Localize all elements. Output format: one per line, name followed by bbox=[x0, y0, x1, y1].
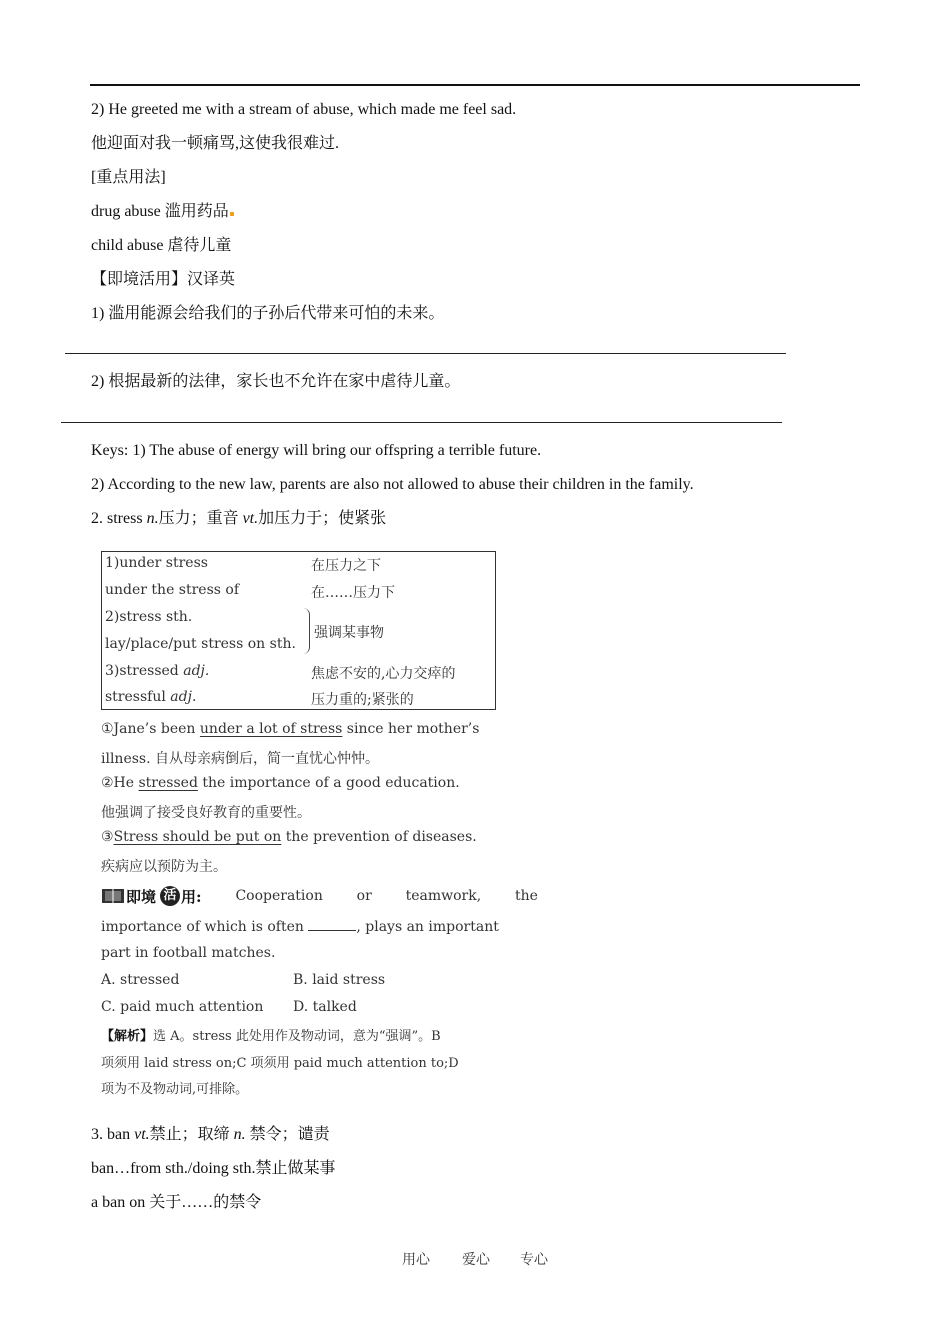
answer-key-1: Keys: 1) The abuse of energy will bring our offspring a terrible future. bbox=[91, 442, 542, 459]
ban-heading bbox=[91, 1125, 330, 1145]
footer-word-2: 爱心 bbox=[462, 1252, 490, 1268]
badge-circle: 活 bbox=[160, 886, 180, 906]
stress-meaning-noun: 压力；重音 bbox=[158, 510, 243, 527]
badge-label-c: 用: bbox=[181, 888, 202, 906]
analysis-line-2: 项须用 laid stress on;C 项须用 paid much attention to;D bbox=[101, 1056, 459, 1071]
stress-meaning-verb: 加压力于；使紧张 bbox=[258, 510, 387, 527]
option-c: C. paid much attention bbox=[101, 999, 264, 1015]
table-en-4: lay/place/put stress on sth. bbox=[105, 636, 296, 652]
table-en-5-pos: adj. bbox=[183, 663, 210, 679]
ban-meaning-verb: 禁止；取缔 bbox=[149, 1126, 234, 1143]
ban-usage-2: a ban on 关于……的禁令 bbox=[91, 1194, 262, 1211]
ban-meaning-noun: 禁令；谴责 bbox=[245, 1126, 330, 1143]
example-3-line-1 bbox=[101, 829, 477, 845]
ban-pos-verb: vt. bbox=[134, 1126, 150, 1143]
example-3-translation: 疾病应以预防为主。 bbox=[101, 859, 227, 875]
practice-line-2-post: , plays an important bbox=[356, 919, 499, 935]
usage-drug-abuse bbox=[91, 202, 234, 222]
example-2-underline: stressed bbox=[138, 775, 198, 791]
table-zh-2: 在……压力下 bbox=[311, 585, 395, 601]
answer-line-2 bbox=[61, 422, 782, 423]
table-en-2: under the stress of bbox=[105, 582, 240, 598]
practice-line-1 bbox=[101, 885, 538, 907]
ban-usage-1: ban…from sth./doing sth.禁止做某事 bbox=[91, 1160, 336, 1177]
table-zh-1: 在压力之下 bbox=[311, 558, 381, 574]
answer-blank[interactable] bbox=[308, 918, 356, 931]
ban-heading-pre: 3. ban bbox=[91, 1126, 135, 1143]
brace-mark bbox=[303, 608, 310, 654]
example-sentence-zh: 他迎面对我一顿痛骂,这使我很难过. bbox=[91, 135, 340, 152]
table-zh-3-4: 强调某事物 bbox=[314, 625, 384, 641]
table-en-5 bbox=[105, 663, 209, 679]
example-3-post: the prevention of diseases. bbox=[281, 829, 477, 845]
footer-word-3: 专心 bbox=[520, 1252, 548, 1268]
example-1-line-1 bbox=[101, 721, 479, 737]
practice-line-2-pre: importance of which is often bbox=[101, 919, 309, 935]
table-en-6 bbox=[105, 689, 196, 705]
example-1-post: since her mother’s bbox=[342, 721, 480, 737]
dot-marker bbox=[230, 212, 234, 216]
stress-pos-verb: vt. bbox=[242, 510, 259, 527]
analysis-line-3: 项为不及物动词,可排除。 bbox=[101, 1082, 249, 1097]
option-a: A. stressed bbox=[101, 972, 180, 988]
stress-heading-num: 2. stress bbox=[91, 510, 147, 527]
analysis-tag: 【解析】 bbox=[101, 1029, 154, 1044]
top-rule bbox=[90, 84, 860, 86]
footer-word-1: 用心 bbox=[402, 1252, 430, 1268]
stress-heading bbox=[91, 509, 386, 529]
table-zh-5: 焦虑不安的,心力交瘁的 bbox=[311, 666, 456, 682]
book-icon bbox=[101, 887, 127, 905]
usage-child-abuse: child abuse 虐待儿童 bbox=[91, 237, 232, 254]
example-2-translation: 他强调了接受良好教育的重要性。 bbox=[101, 805, 311, 821]
usage-table bbox=[101, 551, 496, 710]
example-2-pre: ②He bbox=[101, 775, 139, 791]
translation-question-1: 1) 滥用能源会给我们的子孙后代带来可怕的未来。 bbox=[91, 305, 445, 322]
practice-line-2 bbox=[101, 918, 499, 935]
ban-pos-noun: n. bbox=[233, 1126, 246, 1143]
translation-question-2: 2) 根据最新的法律，家长也不允许在家中虐待儿童。 bbox=[91, 373, 461, 390]
analysis-line-1 bbox=[101, 1025, 441, 1044]
key-usage-heading: [重点用法] bbox=[91, 169, 166, 186]
table-en-5-word: 3)stressed bbox=[105, 663, 184, 679]
example-3-underline: Stress should be put on bbox=[113, 829, 282, 845]
practice-question-line-1: Cooperation or teamwork, the bbox=[235, 888, 538, 904]
badge-label-a: 即境 bbox=[126, 888, 157, 906]
option-d: D. talked bbox=[293, 999, 357, 1015]
example-sentence-en: 2) He greeted me with a stream of abuse, which made me feel sad. bbox=[91, 101, 517, 118]
usage-drug-abuse-text: drug abuse 滥用药品 bbox=[91, 203, 229, 220]
example-3-pre: ③ bbox=[101, 829, 114, 845]
analysis-text-1: 选 A。stress 此处用作及物动词，意为“强调”。B bbox=[153, 1029, 441, 1044]
practice-heading: 【即境活用】汉译英 bbox=[91, 271, 236, 288]
answer-key-2: 2) According to the new law, parents are also not allowed to abuse their children in the family. bbox=[91, 476, 694, 493]
table-zh-6: 压力重的;紧张的 bbox=[311, 692, 414, 708]
example-1-pre: ①Jane’s been bbox=[101, 721, 200, 737]
example-2-line-1 bbox=[101, 775, 460, 791]
example-2-post: the importance of a good education. bbox=[197, 775, 460, 791]
example-1-line-2: illness. 自从母亲病倒后，简一直忧心忡忡。 bbox=[101, 751, 380, 767]
table-en-6-pos: adj. bbox=[170, 689, 197, 705]
stress-pos-noun: n. bbox=[146, 510, 159, 527]
table-en-6-word: stressful bbox=[105, 689, 171, 705]
table-en-1: 1)under stress bbox=[105, 555, 208, 571]
table-en-3: 2)stress sth. bbox=[105, 609, 193, 625]
practice-badge bbox=[101, 885, 202, 907]
answer-line-1 bbox=[65, 353, 786, 354]
option-b: B. laid stress bbox=[293, 972, 386, 988]
practice-line-3: part in football matches. bbox=[101, 945, 276, 961]
example-1-underline: under a lot of stress bbox=[199, 721, 343, 737]
